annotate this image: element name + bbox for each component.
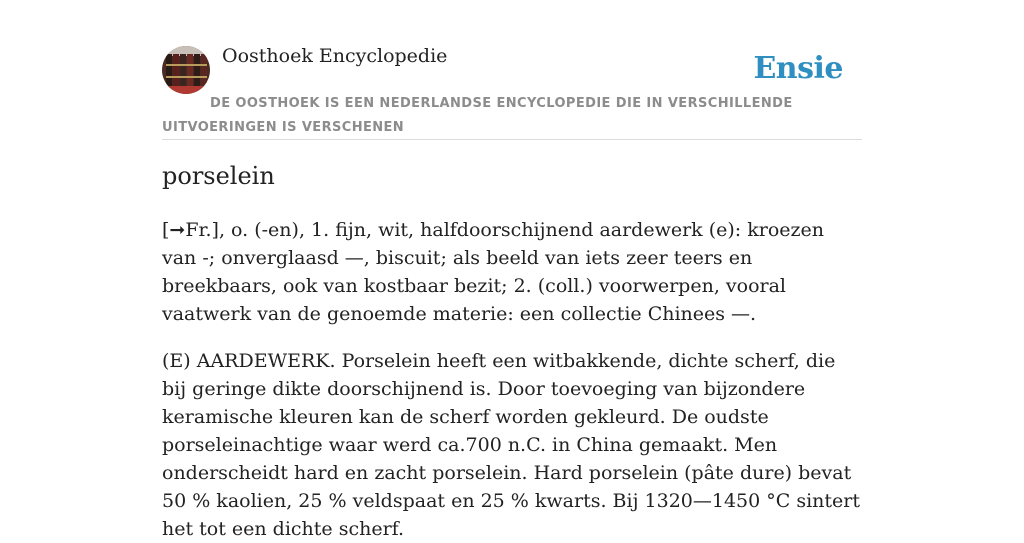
entry-paragraph: (E) AARDEWERK. Porselein heeft een witbakkende, dichte scherf, die bij geringe dikte doorschijnend is. Door toevoeging van bijzondere keramische kleuren kan de scherf worden gekleurd. De oudste porseleinachtige waar werd ca.700 n.C. in China gemaakt. Men onderscheidt hard en zacht porselein. Hard porselein (pâte dure) bevat 50 % kaolien, 25 % veldspaat en 25 % kwarts. Bij 1320—1450 °C sintert het tot een dichte scherf. [162, 350, 861, 540]
entry-definition: [➞Fr.], o. (-en), 1. fijn, wit, halfdoorschijnend aardewerk (e): kroezen van -; onverglaasd —, biscuit; als beeld van iets zeer teers en breekbaars, ook van kostbaar bezit; 2. (coll.) voorwerpen, vooral vaatwerk van de genoemde materie: een collectie Chinees —. [162, 219, 825, 325]
entry-title: porselein [162, 162, 275, 190]
books-icon[interactable] [162, 46, 210, 94]
site-tagline: DE OOSTHOEK IS EEN NEDERLANDSE ENCYCLOPEDIE DIE IN VERSCHILLENDE UITVOERINGEN IS VERSCHENEN [162, 96, 793, 135]
logo-image [162, 46, 210, 94]
site-title[interactable]: Oosthoek Encyclopedie [222, 45, 448, 67]
brand-logo-text[interactable]: Ensie [753, 51, 843, 86]
header-divider [162, 139, 862, 140]
